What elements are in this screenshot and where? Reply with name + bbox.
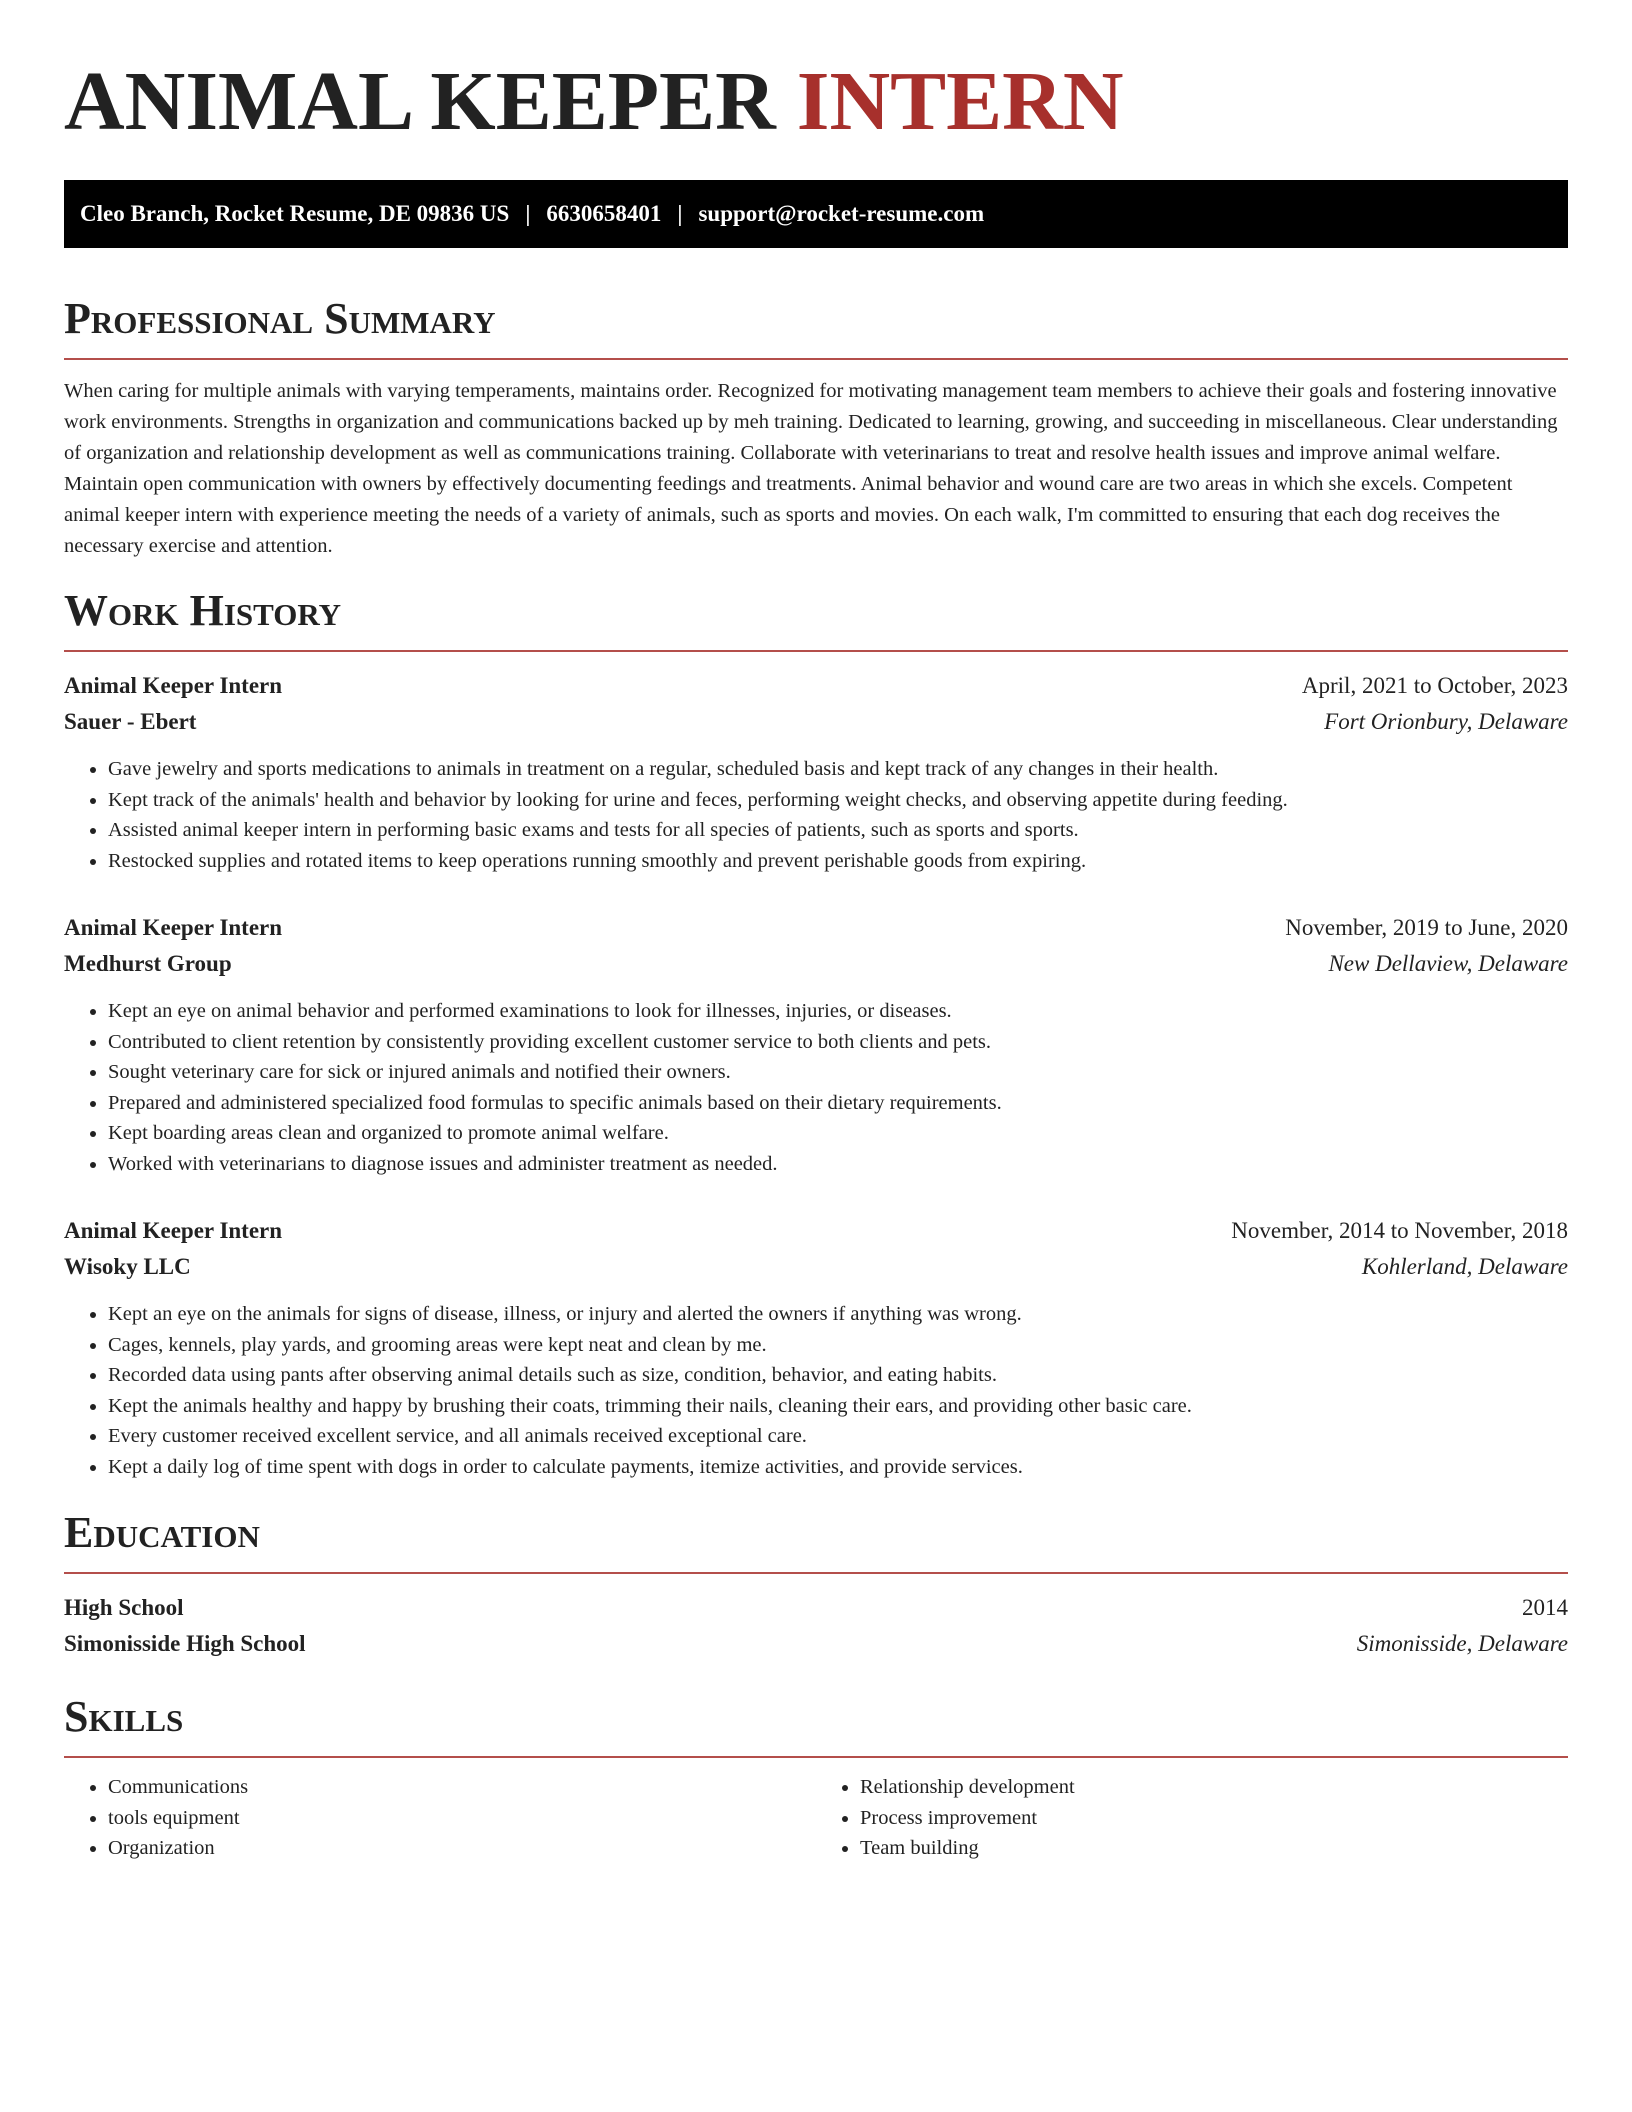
skills-grid: [64, 1772, 1568, 1864]
skills-section: [64, 1692, 1568, 1864]
job-location: New Dellaview, Delaware: [1328, 951, 1568, 976]
section-title-work-history: Work History: [64, 586, 342, 635]
list-item: • Worked with veterinarians to diagnose issues and administer treatment as needed.: [108, 1149, 1568, 1180]
skill-item: • Communications: [108, 1772, 816, 1803]
education-entry: [64, 1590, 1568, 1662]
contact-separator: |: [677, 201, 683, 226]
job-dates: April, 2021 to October, 2023: [1301, 673, 1568, 698]
job-entry: [64, 668, 1568, 876]
job-location: Kohlerland, Delaware: [1361, 1254, 1568, 1279]
list-item: • Kept track of the animals' health and behavior by looking for urine and feces, performing weight checks, and observing appetite during feeding.: [108, 785, 1568, 816]
contact-separator: |: [525, 201, 531, 226]
list-item: • Assisted animal keeper intern in performing basic exams and tests for all species of patients, such as sports and sports.: [108, 815, 1568, 846]
education-school-row: [64, 1626, 1568, 1662]
job-dates: November, 2019 to June, 2020: [1285, 915, 1568, 940]
section-title-education: Education: [64, 1508, 260, 1557]
education-year: 2014: [1522, 1595, 1568, 1620]
job-company: Wisoky LLC: [64, 1254, 191, 1279]
list-item: • Kept boarding areas clean and organized to promote animal welfare.: [108, 1118, 1568, 1149]
section-divider: [64, 358, 1568, 360]
job-dates: November, 2014 to November, 2018: [1231, 1218, 1568, 1243]
list-item: • Every customer received excellent service, and all animals received exceptional care.: [108, 1421, 1568, 1452]
education-school: Simonisside High School: [64, 1631, 306, 1656]
section-title-summary: Professional Summary: [64, 294, 496, 343]
job-header-row: [64, 1213, 1568, 1249]
list-item: • Cages, kennels, play yards, and grooming areas were kept neat and clean by me.: [108, 1330, 1568, 1361]
list-item: • Restocked supplies and rotated items to keep operations running smoothly and prevent perishable goods from expiring.: [108, 846, 1568, 877]
education-header-row: [64, 1590, 1568, 1626]
contact-email: support@rocket-resume.com: [698, 201, 985, 226]
resume-title: [64, 50, 1568, 154]
summary-section: [64, 294, 1568, 562]
skill-item: • Team building: [860, 1833, 1568, 1864]
job-company: Sauer - Ebert: [64, 709, 197, 734]
list-item: • Recorded data using pants after observing animal details such as size, condition, behavior, and eating habits.: [108, 1360, 1568, 1391]
section-divider: [64, 1756, 1568, 1758]
work-history-section: [64, 586, 1568, 1482]
job-role: Animal Keeper Intern: [64, 1218, 283, 1243]
list-item: • Gave jewelry and sports medications to animals in treatment on a regular, scheduled basis and kept track of any changes in their health.: [108, 754, 1568, 785]
section-title-skills: Skills: [64, 1692, 184, 1741]
job-company-row: [64, 1249, 1568, 1285]
job-company-row: [64, 704, 1568, 740]
job-company-row: [64, 946, 1568, 982]
section-divider: [64, 650, 1568, 652]
job-bullets: [64, 754, 1568, 876]
skill-item: • Organization: [108, 1833, 816, 1864]
job-bullets: [64, 1299, 1568, 1482]
list-item: • Contributed to client retention by consistently providing excellent customer service to both clients and pets.: [108, 1027, 1568, 1058]
list-item: • Kept an eye on the animals for signs of disease, illness, or injury and alerted the owners if anything was wrong.: [108, 1299, 1568, 1330]
list-item: • Kept an eye on animal behavior and performed examinations to look for illnesses, injuries, or diseases.: [108, 996, 1568, 1027]
education-location: Simonisside, Delaware: [1356, 1631, 1568, 1656]
section-divider: [64, 1572, 1568, 1574]
title-accent: INTERN: [796, 55, 1124, 148]
skills-column-left: [64, 1772, 816, 1864]
list-item: • Prepared and administered specialized food formulas to specific animals based on their dietary requirements.: [108, 1088, 1568, 1119]
job-header-row: [64, 910, 1568, 946]
contact-phone: 6630658401: [546, 201, 662, 226]
job-entry: [64, 1213, 1568, 1482]
job-entry: [64, 910, 1568, 1179]
job-bullets: [64, 996, 1568, 1179]
summary-text: When caring for multiple animals with varying temperaments, maintains order. Recognized for motivating management team members to achieve their goals and fostering innovative work environments. Strengths in organization and communications backed up by meh training. Dedicated to learning, growing, and succeeding in miscellaneous. Clear understanding of organization and relationship development as well as communications training. Collaborate with veterinarians to treat and resolve health issues and improve animal welfare. Maintain open communication with owners by effectively documenting feedings and treatments. Animal behavior and wound care are two areas in which she excels. Competent animal keeper intern with experience meeting the needs of a variety of animals, such as sports and movies. On each walk, I'm committed to ensuring that each dog receives the necessary exercise and attention.: [64, 380, 1558, 557]
education-section: [64, 1508, 1568, 1662]
contact-bar: [64, 180, 1568, 248]
skills-column-right: [816, 1772, 1568, 1864]
skill-item: • tools equipment: [108, 1803, 816, 1834]
job-role: Animal Keeper Intern: [64, 673, 283, 698]
skill-item: • Process improvement: [860, 1803, 1568, 1834]
job-role: Animal Keeper Intern: [64, 915, 283, 940]
skill-item: • Relationship development: [860, 1772, 1568, 1803]
job-location: Fort Orionbury, Delaware: [1324, 709, 1568, 734]
list-item: • Kept the animals healthy and happy by brushing their coats, trimming their nails, cleaning their ears, and providing other basic care.: [108, 1391, 1568, 1422]
title-main: ANIMAL KEEPER: [64, 55, 797, 148]
job-company: Medhurst Group: [64, 951, 232, 976]
job-header-row: [64, 668, 1568, 704]
list-item: • Kept a daily log of time spent with dogs in order to calculate payments, itemize activities, and provide services.: [108, 1452, 1568, 1483]
list-item: • Sought veterinary care for sick or injured animals and notified their owners.: [108, 1057, 1568, 1088]
education-degree: High School: [64, 1595, 184, 1620]
contact-address: Cleo Branch, Rocket Resume, DE 09836 US: [80, 201, 510, 226]
